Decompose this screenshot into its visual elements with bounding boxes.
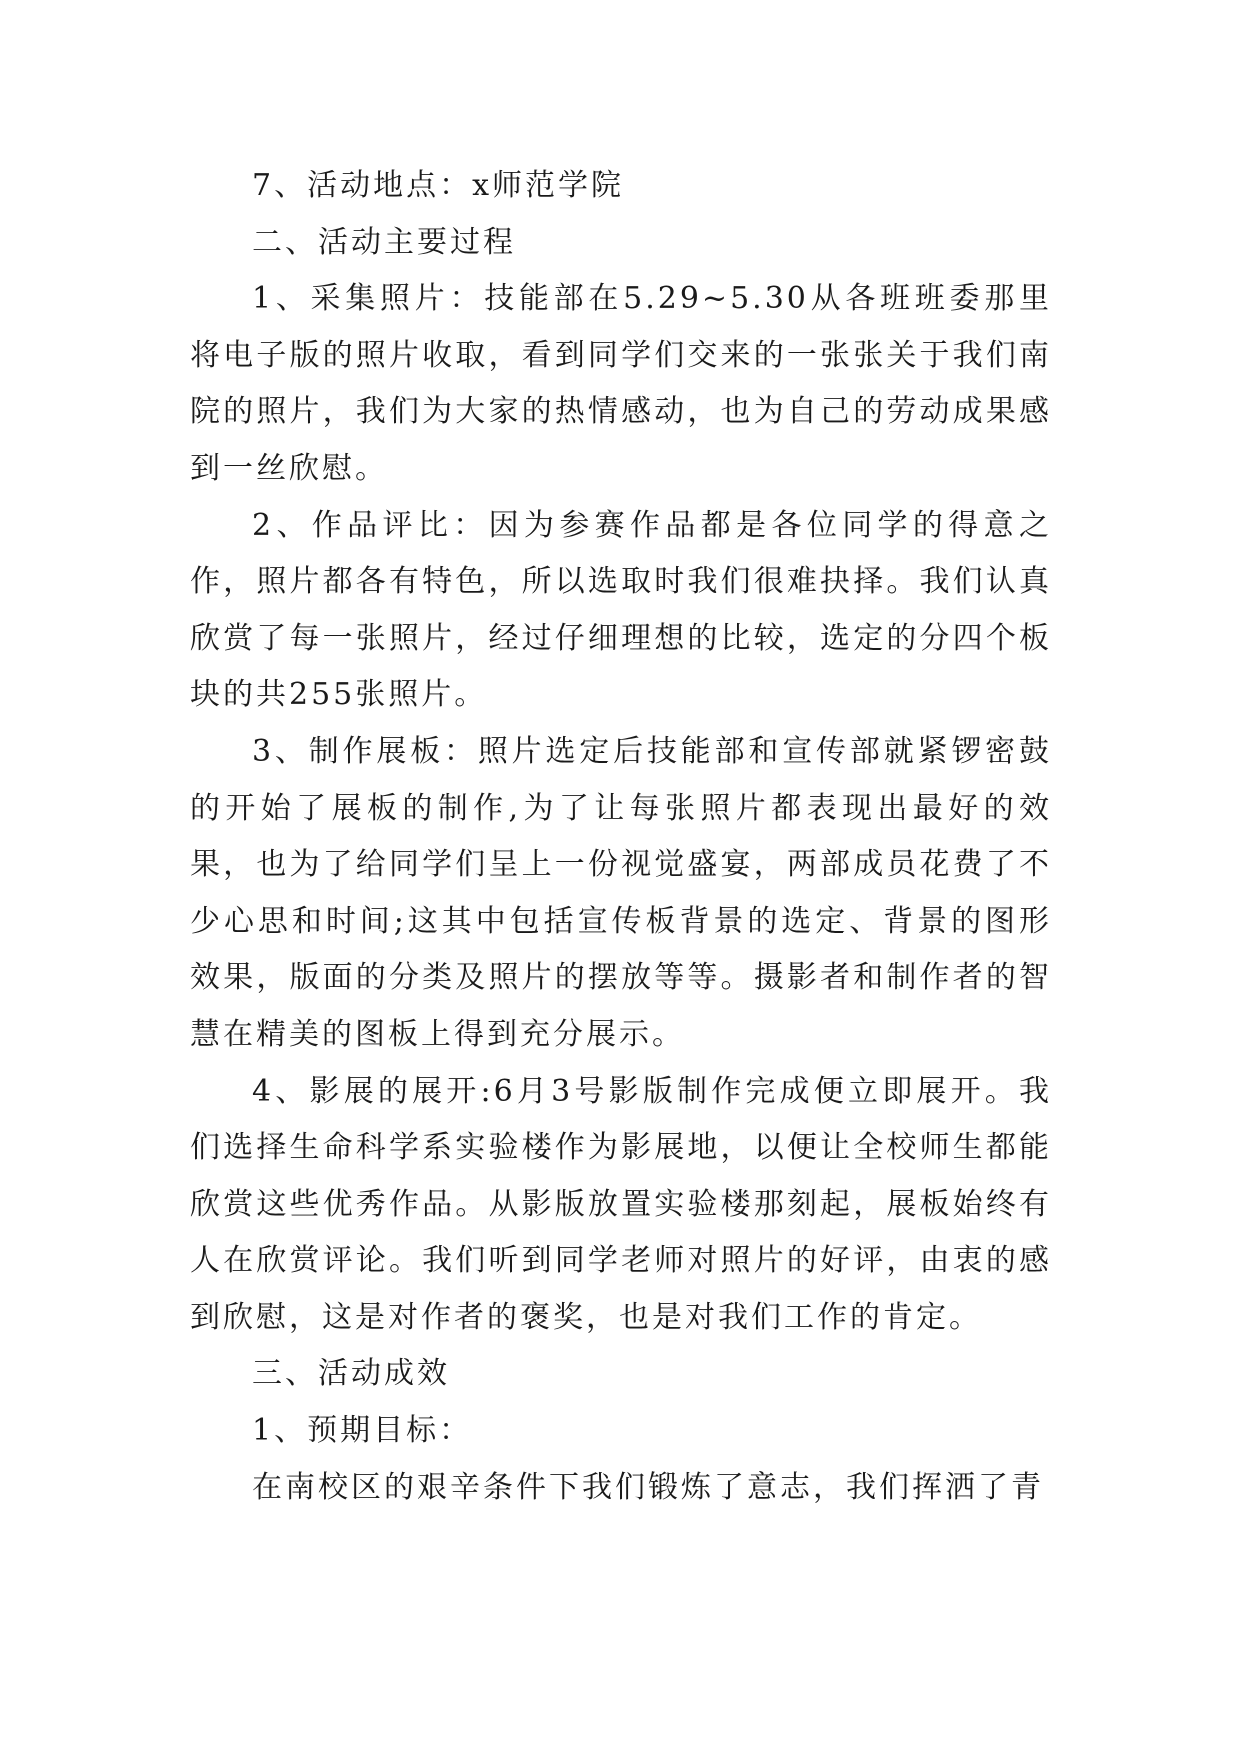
paragraph-south-campus: 在南校区的艰辛条件下我们锻炼了意志，我们挥洒了青 xyxy=(252,1469,1044,1505)
paragraph-collect-photos: 1、采集照片：技能部在5.29~5.30从各班班委那里将电子版的照片收取，看到同学们交来的一张张关于我们南院的照片，我们为大家的热情感动，也为自己的劳动成果感到一丝欣慰。 xyxy=(190,281,1052,486)
paragraph-exhibition-launch: 4、影展的展开:6月3号影版制作完成便立即展开。我们选择生命科学系实验楼作为影展地，以便让全校师生都能欣赏这些优秀作品。从影版放置实验楼那刻起，展板始终有人在欣赏评论。我们听到同学老师对照片的好评，由衷的感到欣慰，这是对作者的褒奖，也是对我们工作的肯定。 xyxy=(190,1073,1052,1335)
document-body xyxy=(190,158,1052,1516)
heading-expected-goals: 1、预期目标： xyxy=(252,1413,473,1449)
paragraph-make-display-boards: 3、制作展板：照片选定后技能部和宣传部就紧锣密鼓的开始了展板的制作,为了让每张照片都表现出最好的效果，也为了给同学们呈上一份视觉盛宴，两部成员花费了不少心思和时间;这其中包括宣传板背景的选定、背景的图形效果，版面的分类及照片的摆放等等。摄影者和制作者的智慧在精美的图板上得到充分展示。 xyxy=(190,733,1052,1052)
heading-main-process: 二、活动主要过程 xyxy=(252,224,516,260)
heading-activity-results: 三、活动成效 xyxy=(252,1356,450,1392)
paragraph-activity-location: 7、活动地点：x师范学院 xyxy=(252,168,625,203)
paragraph-work-evaluation: 2、作品评比：因为参赛作品都是各位同学的得意之作，照片都各有特色，所以选取时我们很难抉择。我们认真欣赏了每一张照片，经过仔细理想的比较，选定的分四个板块的共255张照片。 xyxy=(190,507,1052,713)
